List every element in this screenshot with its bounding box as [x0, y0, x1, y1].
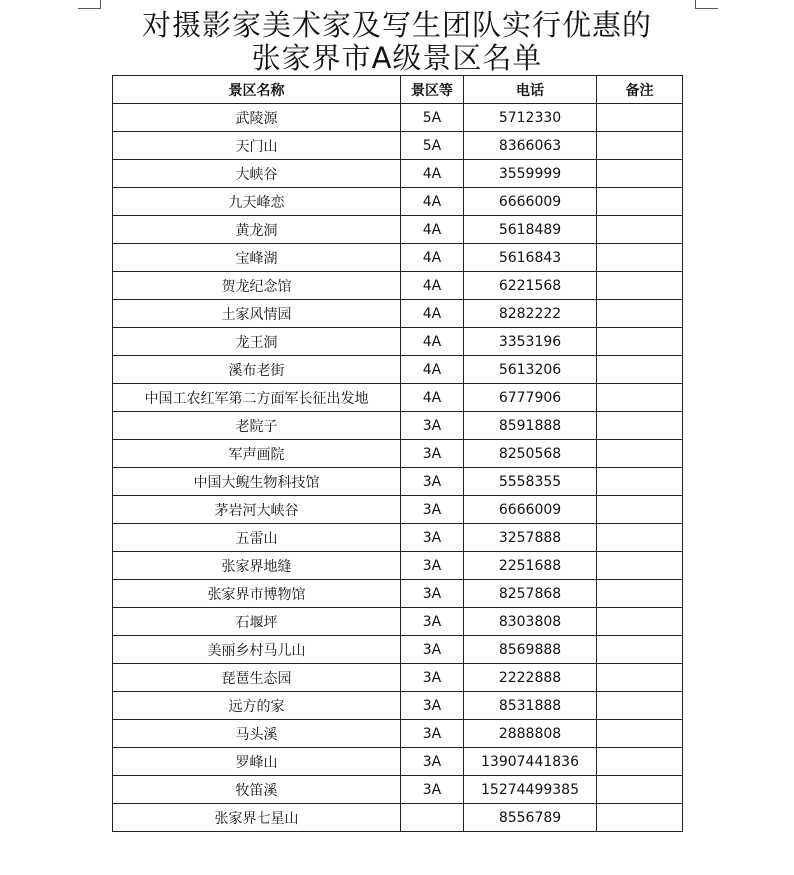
- table-row: [113, 552, 683, 580]
- cell-phone: 15274499385: [464, 776, 597, 804]
- cell-scenic-name: 老院子: [113, 412, 401, 440]
- cell-scenic-name: 九天峰恋: [113, 188, 401, 216]
- cell-phone: 8531888: [464, 692, 597, 720]
- table-row: [113, 692, 683, 720]
- cell-phone: 8257868: [464, 580, 597, 608]
- cell-scenic-name: 天门山: [113, 132, 401, 160]
- document-title-line-1: 对摄影家美术家及写生团队实行优惠的: [141, 8, 652, 42]
- table-row: [113, 496, 683, 524]
- cell-notes: [597, 384, 683, 412]
- cell-phone: 5558355: [464, 468, 597, 496]
- cell-notes: [597, 692, 683, 720]
- cell-scenic-name: 牧笛溪: [113, 776, 401, 804]
- cell-notes: [597, 440, 683, 468]
- table-row: [113, 636, 683, 664]
- cell-scenic-level: 3A: [401, 440, 464, 468]
- cell-scenic-name: 张家界市博物馆: [113, 580, 401, 608]
- cell-notes: [597, 608, 683, 636]
- cell-notes: [597, 328, 683, 356]
- cell-scenic-level: 4A: [401, 328, 464, 356]
- cell-notes: [597, 636, 683, 664]
- table-body: [113, 104, 683, 832]
- cell-notes: [597, 748, 683, 776]
- cell-phone: 8250568: [464, 440, 597, 468]
- cell-scenic-level: [401, 804, 464, 832]
- cell-notes: [597, 412, 683, 440]
- cell-scenic-level: 3A: [401, 720, 464, 748]
- cell-scenic-name: 茅岩河大峡谷: [113, 496, 401, 524]
- cell-scenic-level: 5A: [401, 104, 464, 132]
- cell-notes: [597, 132, 683, 160]
- cell-notes: [597, 580, 683, 608]
- table-row: [113, 412, 683, 440]
- cell-notes: [597, 804, 683, 832]
- cell-phone: 5616843: [464, 244, 597, 272]
- cell-scenic-level: 4A: [401, 188, 464, 216]
- cell-notes: [597, 468, 683, 496]
- cell-scenic-name: 罗峰山: [113, 748, 401, 776]
- table-row: [113, 132, 683, 160]
- cell-notes: [597, 776, 683, 804]
- cell-scenic-level: 3A: [401, 412, 464, 440]
- cell-notes: [597, 664, 683, 692]
- table-row: [113, 664, 683, 692]
- cell-scenic-name: 五雷山: [113, 524, 401, 552]
- table-row: [113, 776, 683, 804]
- table-row: [113, 104, 683, 132]
- header-phone: 电话: [464, 76, 597, 104]
- table-row: [113, 160, 683, 188]
- cell-phone: 3353196: [464, 328, 597, 356]
- table-row: [113, 608, 683, 636]
- table-row: [113, 244, 683, 272]
- cell-scenic-name: 张家界七星山: [113, 804, 401, 832]
- cell-notes: [597, 496, 683, 524]
- cell-scenic-name: 贺龙纪念馆: [113, 272, 401, 300]
- cell-scenic-level: 5A: [401, 132, 464, 160]
- table-row: [113, 440, 683, 468]
- table-row: [113, 300, 683, 328]
- cell-phone: 13907441836: [464, 748, 597, 776]
- cell-notes: [597, 216, 683, 244]
- cell-scenic-level: 4A: [401, 160, 464, 188]
- cell-scenic-level: 3A: [401, 524, 464, 552]
- table-row: [113, 748, 683, 776]
- cell-scenic-level: 3A: [401, 580, 464, 608]
- cell-phone: 8569888: [464, 636, 597, 664]
- cell-phone: 2222888: [464, 664, 597, 692]
- table-header-row: [113, 76, 683, 104]
- cell-scenic-level: 4A: [401, 356, 464, 384]
- cell-scenic-level: 4A: [401, 384, 464, 412]
- cell-notes: [597, 356, 683, 384]
- cell-phone: 8556789: [464, 804, 597, 832]
- cell-phone: 5613206: [464, 356, 597, 384]
- table-row: [113, 328, 683, 356]
- document-title-line-2: 张家界市A级景区名单: [251, 41, 543, 75]
- cell-phone: 8366063: [464, 132, 597, 160]
- cell-notes: [597, 160, 683, 188]
- scenic-area-table: [112, 75, 683, 832]
- cell-phone: 2251688: [464, 552, 597, 580]
- cell-notes: [597, 244, 683, 272]
- cell-scenic-name: 石堰坪: [113, 608, 401, 636]
- cell-notes: [597, 188, 683, 216]
- table-row: [113, 356, 683, 384]
- cell-phone: 6666009: [464, 188, 597, 216]
- cell-scenic-level: 3A: [401, 692, 464, 720]
- cell-scenic-level: 4A: [401, 300, 464, 328]
- cell-phone: 2888808: [464, 720, 597, 748]
- cell-notes: [597, 104, 683, 132]
- cell-phone: 5618489: [464, 216, 597, 244]
- cell-scenic-name: 大峡谷: [113, 160, 401, 188]
- cell-notes: [597, 720, 683, 748]
- cell-scenic-level: 3A: [401, 608, 464, 636]
- cell-scenic-level: 4A: [401, 216, 464, 244]
- cell-scenic-level: 4A: [401, 244, 464, 272]
- table-row: [113, 468, 683, 496]
- cell-scenic-name: 军声画院: [113, 440, 401, 468]
- cell-scenic-level: 3A: [401, 552, 464, 580]
- table-row: [113, 720, 683, 748]
- cell-scenic-name: 中国大鲵生物科技馆: [113, 468, 401, 496]
- header-scenic-name: 景区名称: [113, 76, 401, 104]
- cell-scenic-name: 宝峰湖: [113, 244, 401, 272]
- cell-scenic-level: 3A: [401, 636, 464, 664]
- cell-phone: 6777906: [464, 384, 597, 412]
- table-row: [113, 216, 683, 244]
- table-row: [113, 188, 683, 216]
- cell-scenic-name: 美丽乡村马儿山: [113, 636, 401, 664]
- table-row: [113, 804, 683, 832]
- cell-scenic-name: 龙王洞: [113, 328, 401, 356]
- cell-scenic-name: 黄龙洞: [113, 216, 401, 244]
- table-row: [113, 524, 683, 552]
- cell-scenic-name: 中国工农红军第二方面军长征出发地: [113, 384, 401, 412]
- cell-scenic-level: 3A: [401, 776, 464, 804]
- cell-phone: 5712330: [464, 104, 597, 132]
- cell-scenic-name: 马头溪: [113, 720, 401, 748]
- cell-scenic-level: 4A: [401, 272, 464, 300]
- cell-notes: [597, 552, 683, 580]
- cell-scenic-level: 3A: [401, 496, 464, 524]
- cell-phone: 8591888: [464, 412, 597, 440]
- cell-scenic-name: 张家界地缝: [113, 552, 401, 580]
- cell-notes: [597, 300, 683, 328]
- cell-scenic-level: 3A: [401, 468, 464, 496]
- cell-phone: 6221568: [464, 272, 597, 300]
- cell-phone: 3559999: [464, 160, 597, 188]
- cell-phone: 8282222: [464, 300, 597, 328]
- cell-scenic-name: 武陵源: [113, 104, 401, 132]
- table-row: [113, 272, 683, 300]
- table-row: [113, 580, 683, 608]
- cell-notes: [597, 272, 683, 300]
- header-notes: 备注: [597, 76, 683, 104]
- cell-scenic-name: 远方的家: [113, 692, 401, 720]
- cell-phone: 6666009: [464, 496, 597, 524]
- cell-notes: [597, 524, 683, 552]
- cell-scenic-level: 3A: [401, 748, 464, 776]
- table-row: [113, 384, 683, 412]
- cell-scenic-level: 3A: [401, 664, 464, 692]
- cell-scenic-name: 溪布老街: [113, 356, 401, 384]
- cell-phone: 3257888: [464, 524, 597, 552]
- cell-scenic-name: 琵琶生态园: [113, 664, 401, 692]
- header-scenic-level: 景区等: [401, 76, 464, 104]
- cell-phone: 8303808: [464, 608, 597, 636]
- cell-scenic-name: 土家风情园: [113, 300, 401, 328]
